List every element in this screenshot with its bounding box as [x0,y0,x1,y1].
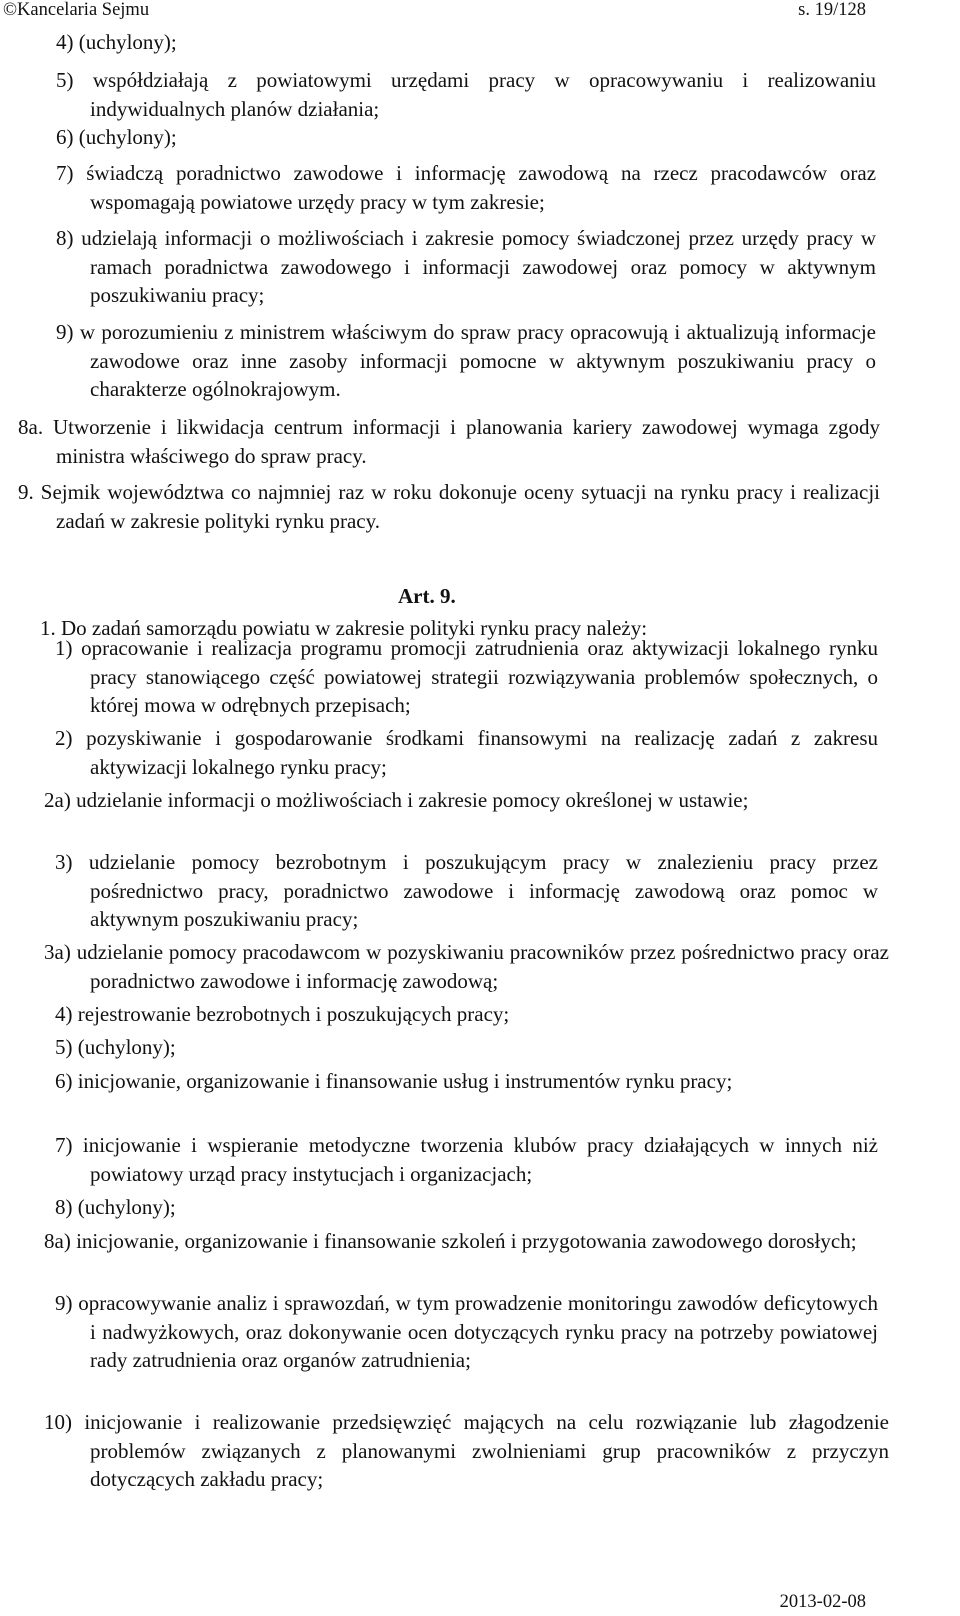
paragraph-label: 9. [18,480,34,504]
article-title: Art. 9. [398,584,456,608]
item-text: udzielanie informacji o możliwościach i zakresie pomocy określonej w ustawie; [76,788,749,812]
list-item [55,1033,855,1062]
list-item [56,318,876,404]
paragraph-text: Sejmik województwa co najmniej raz w roku dokonuje oceny sytuacji na rynku pracy i realizacji zadań w zakresie polityki rynku pracy. [40,480,880,533]
page-header [0,0,866,20]
item-text: inicjowanie i wspieranie metodyczne tworzenia klubów pracy działających w innych niż powiatowy urząd pracy instytucjach i organizacjach; [82,1133,878,1186]
list-item [44,938,889,995]
page-number: s. 19/128 [798,0,866,20]
item-label: 9) [55,1291,73,1315]
list-item [55,634,878,720]
item-text: rejestrowanie bezrobotnych i poszukujących pracy; [77,1002,510,1026]
item-label: 7) [56,161,74,185]
item-label: 6) [55,1069,73,1093]
paragraph-9 [18,478,880,535]
item-label: 5) [56,68,74,92]
list-item [55,1289,878,1375]
item-text: inicjowanie, organizowanie i finansowanie szkoleń i przygotowania zawodowego dorosłych; [76,1229,857,1253]
item-text: opracowywanie analiz i sprawozdań, w tym prowadzenie monitoringu zawodów deficytowych i nadwyżkowych, oraz dokonywanie ocen dotyczących rynku pracy na potrzeby powiatowej rady zatrudnienia oraz organów zatrudnienia; [78,1291,878,1372]
list-item [56,28,856,57]
item-label: 3a) [44,940,71,964]
item-label: 6) [56,125,74,149]
item-label: 8) [55,1195,73,1219]
list-item [55,1000,855,1029]
paragraph-text: Do zadań samorządu powiatu w zakresie polityki rynku pracy należy: [61,616,648,640]
list-item [56,123,856,152]
item-text: udzielanie pomocy bezrobotnym i poszukującym pracy w znalezieniu pracy przez pośrednictwo pracy, poradnictwo zawodowe i informację zawodową oraz pomoc w aktywnym poszukiwaniu pracy; [88,850,879,931]
item-text: (uchylony); [77,1195,176,1219]
item-label: 8a) [44,1229,71,1253]
item-text: (uchylony); [77,1035,176,1059]
item-label: 9) [56,320,74,344]
item-text: pozyskiwanie i gospodarowanie środkami finansowymi na realizację zadań z zakresu aktywizacji lokalnego rynku pracy; [86,726,878,779]
list-item [55,1131,878,1188]
item-label: 2) [55,726,73,750]
item-text: (uchylony); [78,125,177,149]
copyright-label: ©Kancelaria Sejmu [3,0,150,20]
item-label: 3) [55,850,73,874]
item-label: 7) [55,1133,73,1157]
list-item [55,1067,878,1096]
item-label: 4) [56,30,74,54]
footer-date: 2013-02-08 [779,1592,866,1612]
paragraph-label: 8a. [18,415,44,439]
paragraph-text: Utworzenie i likwidacja centrum informacji i planowania kariery zawodowej wymaga zgody ministra właściwego do spraw pracy. [53,415,881,468]
item-label: 8) [56,226,74,250]
list-item [55,848,878,934]
list-item [56,224,876,310]
item-text: inicjowanie, organizowanie i finansowanie usług i instrumentów rynku pracy; [77,1069,733,1093]
item-label: 4) [55,1002,73,1026]
item-label: 10) [44,1410,72,1434]
paragraph-label: 1. [40,616,56,640]
list-item [44,1227,889,1256]
item-label: 2a) [44,788,71,812]
item-text: udzielają informacji o możliwościach i zakresie pomocy świadczonej przez urzędy pracy w ramach poradnictwa zawodowego i informacji zawodowej oraz pomocy w aktywnym poszukiwaniu pracy; [81,226,877,307]
list-item [56,66,876,123]
item-label: 1) [55,636,73,660]
list-item [44,1408,889,1494]
item-text: współdziałają z powiatowymi urzędami pracy w opracowywaniu i realizowaniu indywidualnych planów działania; [90,68,876,121]
list-item [55,1193,855,1222]
item-text: opracowanie i realizacja programu promocji zatrudnienia oraz aktywizacji lokalnego rynku pracy stanowiącego część powiatowej strategii rozwiązywania problemów społecznych, o której mowa w odrębnych przepisach; [81,636,879,717]
item-text: udzielanie pomocy pracodawcom w pozyskiwaniu pracowników przez pośrednictwo pracy oraz poradnictwo zawodowe i informację zawodową; [76,940,890,993]
item-text: świadczą poradnictwo zawodowe i informację zawodową na rzecz pracodawców oraz wspomagają powiatowe urzędy pracy w tym zakresie; [86,161,877,214]
list-item [55,724,878,781]
list-item [56,159,876,216]
item-text: (uchylony); [78,30,177,54]
item-label: 5) [55,1035,73,1059]
paragraph-8a [18,413,880,470]
item-text: inicjowanie i realizowanie przedsięwzięć mających na celu rozwiązanie lub złagodzenie problemów związanych z planowanymi zwolnieniami grup pracowników z przyczyn dotyczących zakładu pracy; [84,1410,890,1491]
list-item [44,786,889,815]
item-text: w porozumieniu z ministrem właściwym do spraw pracy opracowują i aktualizują informacje zawodowe oraz inne zasoby informacji pomocne w aktywnym poszukiwaniu pracy o charakterze ogólnokrajowym. [79,320,876,401]
